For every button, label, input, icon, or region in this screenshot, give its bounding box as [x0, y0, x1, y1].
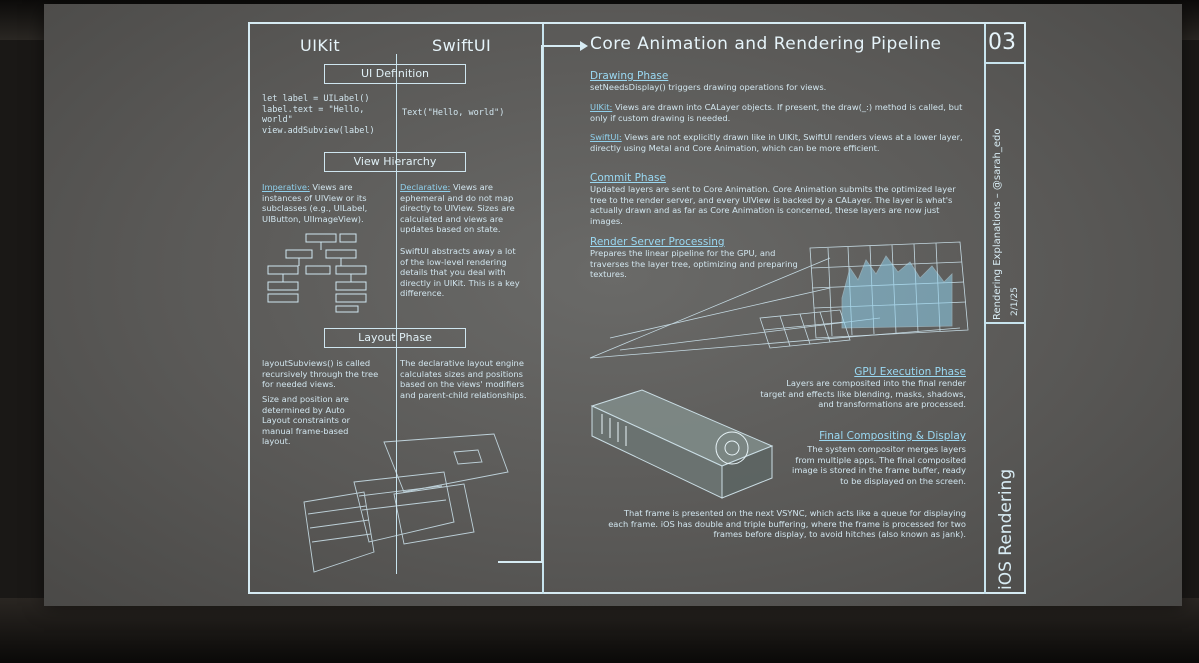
uikit-header: UIKit	[300, 36, 341, 55]
view-tree-diagram	[266, 232, 388, 314]
drawing-phase-head: Drawing Phase	[590, 70, 669, 82]
imperative-desc: Views are instances of UIView or its subclasses (e.g., UILabel, UIButton, UIImageView).	[262, 182, 368, 224]
drawing-uikit-term: UIKit:	[590, 102, 613, 112]
drawing-swiftui-text	[590, 132, 972, 153]
drawing-phase-text: setNeedsDisplay() triggers drawing operations for views.	[590, 82, 827, 92]
projection-screen	[44, 4, 1182, 606]
slide-number: 03	[988, 30, 1016, 55]
layout-uikit-text-1: layoutSubviews() is called recursively through the tree for needed views.	[262, 358, 379, 389]
uikit-code: let label = UILabel() label.text = "Hello, world" view.addSubview(label)	[262, 94, 375, 136]
drawing-uikit-desc: Views are drawn into CALayer objects. If present, the draw(_:) method is called, but only if custom drawing is needed.	[590, 102, 963, 123]
render-server-text: Prepares the linear pipeline for the GPU, and traverses the layer tree, optimizing and preparing textures.	[590, 248, 798, 279]
final-compositing-text: The system compositor merges layers from multiple apps. The final composited image is stored in the frame buffer, ready to be displayed on the screen.	[792, 444, 966, 486]
gpu-phase-text: Layers are composited into the final render target and effects like blending, masks, shadows, and transformations are processed.	[760, 378, 966, 409]
swiftui-note: SwiftUI abstracts away a lot of the low-level rendering details that you deal with directly in UIKit. This is a key difference.	[400, 246, 520, 298]
layout-swiftui-text: The declarative layout engine calculates sizes and positions based on the views' modifiers and parent-child relationships.	[400, 358, 527, 400]
final-compositing-head: Final Compositing & Display	[819, 430, 966, 442]
swiftui-header: SwiftUI	[432, 36, 492, 55]
drawing-uikit-text	[590, 102, 970, 123]
render-pipeline-illustration	[580, 238, 980, 378]
imperative-text	[262, 182, 390, 224]
layout-phase-label: Layout Phase	[324, 328, 466, 348]
side-number-line	[984, 62, 1026, 64]
side-attribution: Rendering Explanations – @sarah_edo	[992, 128, 1003, 320]
gpu-phase-head: GPU Execution Phase	[854, 366, 966, 378]
vsync-text: That frame is presented on the next VSYNC, which acts like a queue for displaying each frame. iOS has double and triple buffering, where the frame is processed for two frames before display, to avoid hitches (also known as jank).	[608, 508, 966, 539]
view-hierarchy-label: View Hierarchy	[324, 152, 466, 172]
swiftui-code: Text("Hello, world")	[402, 108, 505, 118]
floor-shadow	[0, 598, 1199, 663]
layout-uikit-text-2: Size and position are determined by Auto Layout constraints or manual frame-based layout.	[262, 394, 351, 446]
commit-phase-head: Commit Phase	[590, 172, 666, 184]
slide-frame	[248, 22, 1026, 594]
drawing-swiftui-desc: Views are not explicitly drawn like in UIKit, SwiftUI renders views at a lower layer, directly using Metal and Core Animation, which can be more efficient.	[590, 132, 963, 153]
gpu-card-illustration	[582, 386, 782, 504]
main-title: Core Animation and Rendering Pipeline	[590, 34, 942, 54]
side-panel-divider	[984, 24, 986, 594]
drawing-swiftui-term: SwiftUI:	[590, 132, 622, 142]
ui-definition-label: UI Definition	[324, 64, 466, 84]
render-server-head: Render Server Processing	[590, 236, 725, 248]
side-date: 2/1/25	[1010, 287, 1020, 316]
commit-phase-text: Updated layers are sent to Core Animation. Core Animation submits the optimized layer tree to the render server, and every UIView is backed by a CALayer. The layer is what's actually drawn and as far as Core Animation is concerned, these layers are now just images.	[590, 184, 956, 226]
declarative-term: Declarative:	[400, 182, 451, 192]
side-mid-line	[984, 322, 1026, 324]
imperative-term: Imperative:	[262, 182, 310, 192]
declarative-text	[400, 182, 526, 235]
side-title: iOS Rendering	[996, 468, 1016, 590]
layout-wireframe-illustration	[294, 432, 514, 582]
declarative-desc: Views are ephemeral and do not map directly to UIView. Sizes are calculated and views are updates based on state.	[400, 182, 515, 234]
